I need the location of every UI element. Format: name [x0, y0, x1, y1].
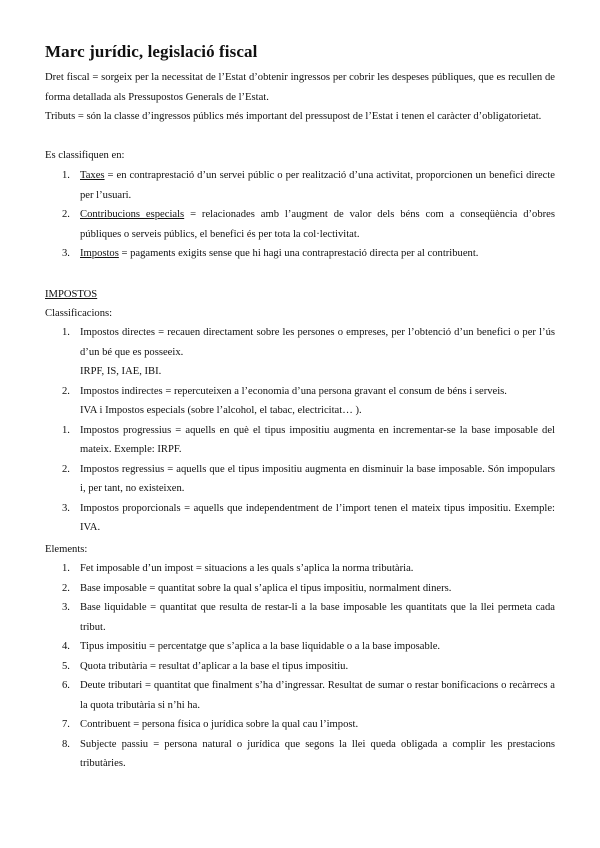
page-title: Marc jurídic, legislació fiscal [45, 42, 258, 61]
list-item [45, 499, 555, 538]
list-item [45, 460, 555, 499]
list-item [45, 579, 555, 599]
list-number: 1. [62, 563, 70, 574]
term-definition: = relacionades amb l’augment de valor dels béns com a conseqüència d’obres públiques o serveis públics, el benefici és per tota la col·lectivitat. [80, 209, 556, 240]
list-item [45, 382, 555, 421]
list-item [45, 676, 555, 715]
item-text: Base imposable = quantitat sobre la qual s’aplica el tipus impositiu, normalment diners. [80, 582, 452, 594]
term-taxes: Taxes [80, 170, 105, 181]
list-item [45, 657, 555, 677]
tributs-list [45, 166, 555, 264]
term-impostos: Impostos [80, 248, 119, 259]
list-number: 2. [62, 463, 70, 475]
list-item [45, 598, 555, 637]
dret-fiscal-paragraph: Dret fiscal = sorgeix per la necessitat de l’Estat d’obtenir ingressos per cobrir les despeses públiques, que es recullen de forma detallada als Pressupostos Generals de l’Estat. [45, 72, 555, 103]
term-contribucions: Contribucions especials [80, 209, 185, 220]
list-item [45, 559, 555, 579]
list-number: 7. [62, 719, 70, 730]
item-text: Fet imposable d’un impost = situacions a les quals s’aplica la norma tributària. [80, 563, 414, 574]
item-text: Impostos indirectes = repercuteixen a l’economia d’una persona gravant el consum de béns i serveis. [80, 385, 507, 397]
item-text: Tipus impositiu = percentatge que s’aplica a la base liquidable o a la base imposable. [80, 641, 441, 652]
item-text: Impostos progressius = aquells en què el tipus impositiu augmenta en incrementar-se la base imposable del mateix. Exemple: IRPF. [80, 424, 555, 455]
list-item [45, 205, 555, 244]
tributs-paragraph: Tributs = són la classe d’ingressos públics més important del pressupost de l’Estat i tenen el caràcter d’obligatorietat. [45, 111, 542, 122]
item-text: Contribuent = persona física o jurídica sobre la qual cau l’impost. [80, 719, 359, 730]
elements-label: Elements: [45, 544, 88, 555]
list-item [45, 715, 555, 735]
list-number: 2. [62, 385, 70, 397]
list-item [45, 421, 555, 460]
item-text: Impostos proporcionals = aquells que independentment de l’import tenen el mateix tipus impositiu. Exemple: IVA. [80, 502, 555, 533]
item-text: Impostos directes = recauen directament sobre les persones o empreses, per l’obtenció d’un benefici o per l’ús d’un bé que es posseeix. [80, 327, 555, 358]
item-examples: IVA i Impostos especials (sobre l’alcohol, el tabac, electricitat… ). [80, 405, 362, 416]
list-number: 1. [62, 170, 70, 181]
list-number: 2. [62, 582, 70, 594]
list-number: 3. [62, 502, 70, 514]
item-text: Impostos regressius = aquells que el tipus impositiu augmenta en disminuir la base imposable. Són impopulars i, per tant, no existeixen. [80, 463, 555, 494]
list-number: 1. [62, 424, 70, 436]
impostos-heading: IMPOSTOS [45, 289, 98, 300]
term-definition: = en contraprestació d’un servei públic o per realització d’una activitat, proporcionen un benefici directe per l’usuari. [80, 170, 555, 201]
item-text: Base liquidable = quantitat que resulta de restar-li a la base imposable les quantitats que la llei permeta cada tribut. [80, 602, 555, 633]
classificacions-label: Classificacions: [45, 308, 113, 319]
list-number: 6. [62, 680, 70, 691]
item-text: Quota tributària = resultat d’aplicar a la base el tipus impositiu. [80, 660, 349, 672]
classifiquen-label: Es classifiquen en: [45, 150, 125, 161]
item-examples: IRPF, IS, IAE, IBI. [80, 366, 162, 377]
elements-list [45, 559, 555, 774]
term-definition: = pagaments exigits sense que hi hagi una contraprestació directa per al contribuent. [118, 248, 479, 259]
item-text: Subjecte passiu = persona natural o jurídica que segons la llei queda obligada a complir les prestacions tributàries. [80, 738, 555, 769]
list-item [45, 637, 555, 657]
list-number: 4. [62, 641, 70, 652]
list-item [45, 323, 555, 382]
item-text: Deute tributari = quantitat que finalment s’ha d’ingressar. Resultat de sumar o restar bonificacions o recàrrecs a la quota tributària si n’hi ha. [80, 680, 555, 711]
list-number: 1. [62, 327, 70, 338]
classificacions-list [45, 323, 555, 538]
list-item [45, 166, 555, 205]
list-number: 2. [62, 209, 70, 220]
list-number: 3. [62, 248, 70, 259]
list-number: 5. [62, 660, 70, 672]
list-item [45, 735, 555, 774]
list-number: 3. [62, 602, 70, 613]
list-number: 8. [62, 738, 70, 750]
list-item [45, 244, 555, 264]
